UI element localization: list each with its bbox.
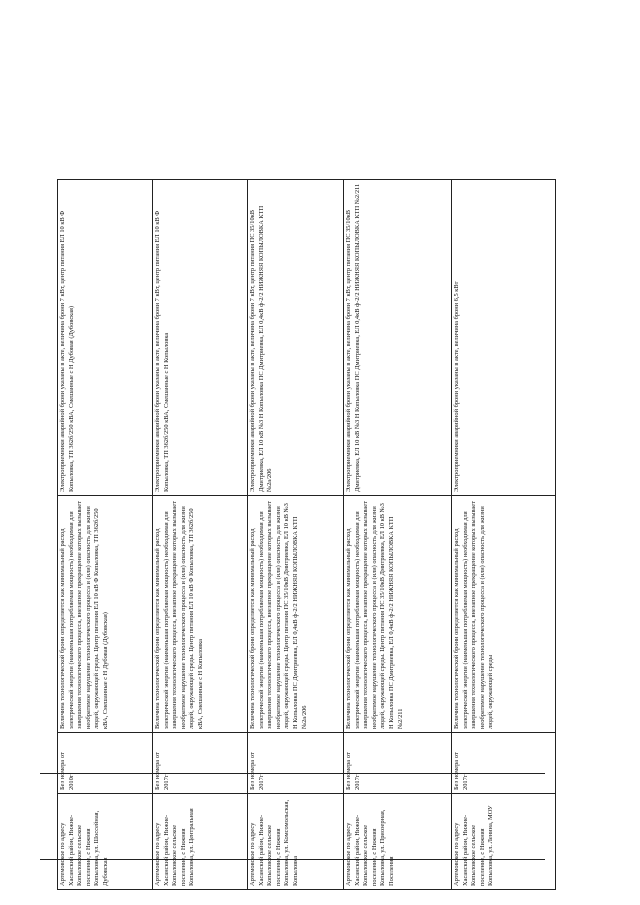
table-row [153,180,248,890]
cell-emergency-reserve: Электроприемники аварийной брони указаны в акте, величина брони 7 кВт, центр питания ПС 35/10кВ Дмитриевка, ЕЛ 10 кВ №3 Н Копыловка ПС Дмитриевка, ЕЛ 0,4кВ ф-2/2 НИЖНЯЯ КОПЫЛОВКА КТП №2а/206 [248,180,344,496]
cell-document: Без номера от 2017г [248,733,344,794]
cell-location: Артемовское по адресу Хасанский район, Нижне-Копыловское сельское поселение, с Нижняя Копыловка, ул. Комсомольская, Копыловка [248,794,344,890]
cell-location: Артемовское по адресу Хасанский район, Нижне-Копыловское сельское поселение, с Нижняя Копыловка, ул. Центральная [153,794,248,890]
cell-emergency-reserve: Электроприемники аварийной брони указаны в акте, величина брони 7 кВт, центр питания ПС 35/10кВ Дмитриевка, ЕЛ 10 кВ №3 Н Копыловка ПС Дмитриевка, ЕЛ 0,4кВ ф-2/2 НИЖНЯЯ КОПЫЛОВКА КТП №2/211 [344,180,452,496]
table-row [452,180,556,890]
document-table [57,179,556,890]
cell-location: Артемовское по адресу Хасанский район, Нижне-Копыловское сельское поселение, с Нижняя Копыловка, ул. Ленина, МОУ [452,794,556,890]
cell-emergency-reserve: Электроприемники аварийной брони указаны в акте, величина брони 7 кВт, центр питания ЕЛ 10 кВ Ф Копыловка, ТП 362б/250 кВА, Смешанные с Н Копыловка [153,180,248,496]
cell-location: Артемовское по адресу Хасанский район, Нижне-Копыловское сельское поселение, с Нижняя Копыловка, ул. Шоссейная, Дубовская [58,794,153,890]
cell-location: Артемовское по адресу Хасанский район, Нижне-Копыловское сельское поселение, с Нижняя Копыловка, ул. Приозерная, Поселения [344,794,452,890]
cell-document: Без номера от 2017г [452,733,556,794]
cell-emergency-reserve: Электроприемники аварийной брони указаны в акте, величина брони 7 кВт, центр питания ЕЛ 10 кВ Ф Копыловка, ТП 362б/250 кВА, Смешанные с Н Дубовая (Дубовская) [58,180,153,496]
table-row [344,180,452,890]
table-row [248,180,344,890]
cell-document: Без номера от 2017г [344,733,452,794]
cell-technological-reserve: Величина технологической брони определяется как минимальный расход электрической энергии (наименьшая потребляемая мощность) необходимая для завершения технологического процесса, внезапное прекращение которых вызывает необратимое нарушение технологического процесса и (или) опасность для жизни людей, окружающей среды. Центр питания ЕЛ 10 кВ Ф Копыловка, ТП 362б/250 кВА, Смешанные с Н Дубовая (Дубовская) [58,496,153,733]
cell-technological-reserve: Величина технологической брони определяется как минимальный расход электрической энергии (наименьшая потребляемая мощность) необходимая для завершения технологического процесса, внезапное прекращение которых вызывает необратимое нарушение технологического процесса и (или) опасность для жизни людей, окружающей среды [452,496,556,733]
cell-technological-reserve: Величина технологической брони определяется как минимальный расход электрической энергии (наименьшая потребляемая мощность) необходимая для завершения технологического процесса, внезапное прекращение которых вызывает необратимое нарушение технологического процесса и (или) опасность для жизни людей, окружающей среды. Центр питания ПС 35/10кВ Дмитриевка, ЕЛ 10 кВ №3 Н Копыловка ПС Дмитриевка, ЕЛ 0,4кВ ф-2/2 НИЖНЯЯ КОПЫЛОВКА КТП №2а/206 [248,496,344,733]
rotated-table-container [57,180,542,890]
cell-document: Без номера от 2017г [153,733,248,794]
cell-technological-reserve: Величина технологической брони определяется как минимальный расход электрической энергии (наименьшая потребляемая мощность) необходимая для завершения технологического процесса, внезапное прекращение которых вызывает необратимое нарушение технологического процесса и (или) опасность для жизни людей, окружающей среды. Центр питания ПС 35/10кВ Дмитриевка, ЕЛ 10 кВ №3 Н Копыловка ПС Дмитриевка, ЕЛ 0,4кВ ф-2/2 НИЖНЯЯ КОПЫЛОВКА КТП №2/211 [344,496,452,733]
cell-emergency-reserve: Электроприемники аварийной брони указаны в акте, величина брони 6,5 кВт [452,180,556,496]
table-row [58,180,153,890]
cell-document: Без номера от 2010г [58,733,153,794]
cell-technological-reserve: Величина технологической брони определяется как минимальный расход электрической энергии (наименьшая потребляемая мощность) необходимая для завершения технологического процесса, внезапное прекращение которых вызывает необратимое нарушение технологического процесса и (или) опасность для жизни людей, окружающей среды. Центр питания ЕЛ 10 кВ Ф Копыловка, ТП 362б/250 кВА, Смешанные с Н Копыловка [153,496,248,733]
